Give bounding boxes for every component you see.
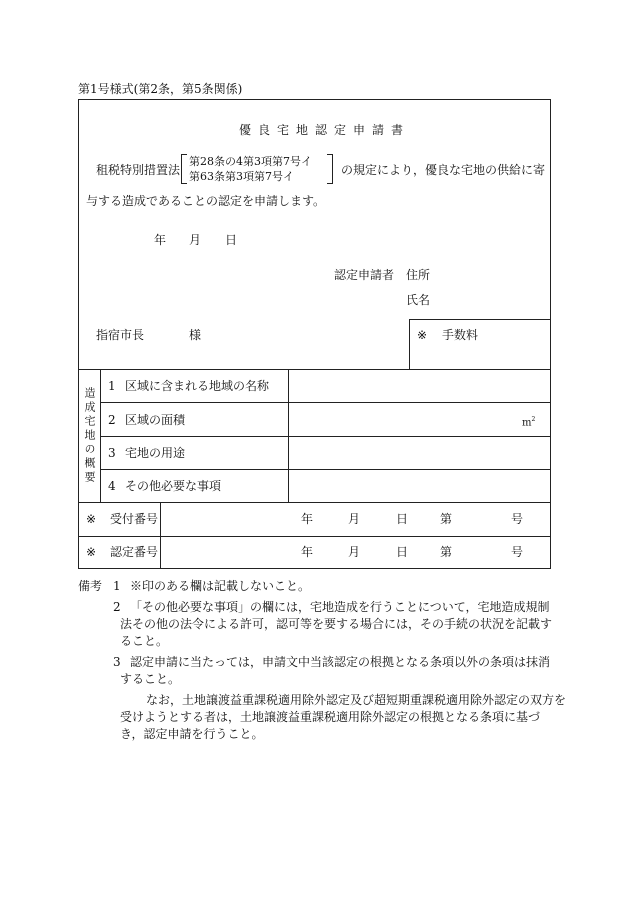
rule-overview-bottom	[78, 502, 551, 503]
overview-row-4-num: 4	[108, 479, 116, 493]
reception-mark: ※	[86, 512, 97, 526]
overview-row-4-label: その他必要な事項	[125, 479, 222, 493]
note-2-line-1: 「その他必要な事項」の欄には，宅地造成を行うことについて，宅地造成規制	[130, 600, 550, 614]
note-3-num: 3	[113, 655, 121, 669]
rule-registry-mid	[78, 536, 551, 537]
rule-row-1	[100, 402, 551, 403]
rule-overview-top	[78, 369, 551, 370]
overview-row-1-num: 1	[108, 379, 116, 393]
applicant-label: 認定申請者	[334, 268, 395, 282]
certification-month: 月	[348, 545, 361, 559]
date-day: 日	[225, 233, 238, 247]
rule-row-3	[100, 469, 551, 470]
reception-year: 年	[301, 512, 314, 526]
rule-registry-label	[160, 502, 161, 569]
certification-mark: ※	[86, 545, 97, 559]
law-name: 租税特別措置法	[96, 163, 181, 177]
note-2-line-3: ること。	[120, 634, 169, 648]
notes-heading: 備考	[78, 579, 103, 593]
bracket-right	[327, 154, 333, 184]
note-3-line-2: すること。	[120, 672, 181, 686]
form-label: 第1号様式(第2条，第5条関係)	[78, 82, 243, 96]
note-3-line-4: 受けようとする者は，土地譲渡益重課税適用除外認定の根拠となる条項に基づ	[120, 710, 541, 724]
overview-row-3-num: 3	[108, 446, 116, 460]
addressee-name: 指宿市長	[96, 328, 145, 342]
bracket-left	[181, 154, 187, 184]
law-clause-2: 第63条第3項第7号イ	[189, 170, 294, 183]
area-unit-sup: 2	[531, 416, 536, 423]
reception-label: 受付番号	[110, 512, 159, 526]
addressee-honorific: 様	[189, 328, 202, 342]
rule-fee-top	[409, 319, 551, 320]
overview-row-3-label: 宅地の用途	[125, 446, 186, 460]
rule-overview-value	[288, 369, 289, 502]
certification-dai: 第	[440, 545, 453, 559]
fee-label: 手数料	[442, 328, 479, 342]
overview-label-text: 造成宅地の概要	[83, 386, 96, 485]
reception-go: 号	[511, 512, 524, 526]
area-unit	[522, 413, 535, 430]
applicant-address-label: 住所	[406, 268, 431, 282]
area-unit-text: m	[522, 417, 532, 429]
note-3-line-5: き，認定申請を行うこと。	[120, 727, 264, 741]
note-2-line-2: 法その他の法令による許可，認可等を要する場合には，その手続の状況を記載す	[120, 617, 553, 631]
reception-day: 日	[396, 512, 409, 526]
applicant-name-label: 氏名	[406, 293, 431, 307]
note-1-text: ※印のある欄は記載しないこと。	[130, 579, 311, 593]
reception-dai: 第	[440, 512, 453, 526]
overview-row-2-label: 区域の面積	[125, 413, 186, 427]
certification-day: 日	[396, 545, 409, 559]
certification-year: 年	[301, 545, 314, 559]
note-2-num: 2	[113, 600, 121, 614]
rule-overview-label	[100, 369, 101, 502]
reception-month: 月	[348, 512, 361, 526]
overview-row-1-label: 区域に含まれる地域の名称	[125, 379, 270, 393]
law-clause-1: 第28条の4第3項第7号イ	[189, 155, 312, 168]
date-month: 月	[189, 233, 202, 247]
intro-suffix: の規定により，優良な宅地の供給に寄	[341, 163, 546, 177]
certification-go: 号	[511, 545, 524, 559]
overview-row-2-num: 2	[108, 413, 116, 427]
note-1-num: 1	[113, 579, 121, 593]
rule-row-2	[100, 436, 551, 437]
certification-label: 認定番号	[110, 545, 159, 559]
form-title: 優良宅地認定申請書	[239, 123, 411, 137]
date-year: 年	[154, 233, 167, 247]
rule-fee-left	[409, 319, 410, 369]
overview-label	[78, 369, 100, 502]
note-3-line-3: なお，土地譲渡益重課税適用除外認定及び超短期重課税適用除外認定の双方を	[146, 693, 567, 707]
note-3-line-1: 認定申請に当たっては，申請文中当該認定の根拠となる条項以外の条項は抹消	[130, 655, 551, 669]
fee-mark: ※	[417, 328, 428, 342]
intro-line-2: 与する造成であることの認定を申請します。	[86, 194, 326, 208]
